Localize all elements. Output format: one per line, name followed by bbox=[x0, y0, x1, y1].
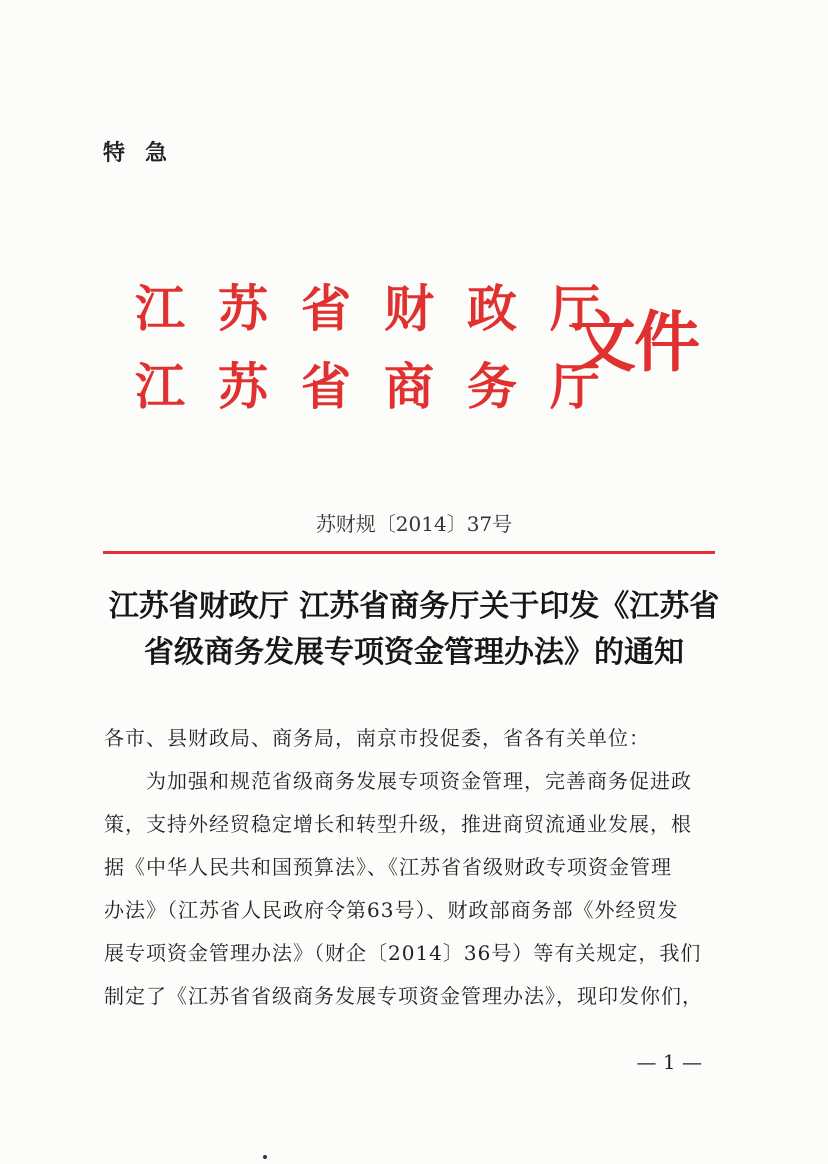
body-line: 制定了《江苏省省级商务发展专项资金管理办法》，现印发你们， bbox=[104, 984, 703, 1008]
document-number: 苏财规〔2014〕37号 bbox=[315, 512, 513, 536]
red-divider bbox=[103, 551, 715, 554]
body-line: 展专项资金管理办法》（财企〔2014〕36号）等有关规定，我们 bbox=[104, 941, 702, 965]
title-line-1: 江苏省财政厅 江苏省商务厅关于印发《江苏省 bbox=[108, 589, 720, 624]
issuer-line-commerce: 江苏省商务厅 bbox=[135, 357, 633, 416]
body-line: 策，支持外经贸稳定增长和转型升级，推进商贸流通业发展，根 bbox=[104, 812, 692, 836]
body-line: 为加强和规范省级商务发展专项资金管理，完善商务促进政 bbox=[146, 769, 692, 793]
body-line: 据《中华人民共和国预算法》、《江苏省省级财政专项资金管理 bbox=[104, 855, 672, 879]
document-suffix: 文件 bbox=[570, 304, 698, 381]
page-number: — 1 — bbox=[636, 1050, 702, 1074]
issuer-line-finance: 江苏省财政厅 bbox=[135, 279, 633, 338]
title-line-2: 省级商务发展专项资金管理办法》的通知 bbox=[144, 635, 684, 670]
urgency-label: 特急 bbox=[103, 141, 188, 166]
scan-speck bbox=[263, 1155, 267, 1159]
body-line: 办法》（江苏省人民政府令第63号）、财政部商务部《外经贸发 bbox=[104, 898, 679, 922]
salutation: 各市、县财政局、商务局，南京市投促委，省各有关单位： bbox=[104, 726, 650, 750]
